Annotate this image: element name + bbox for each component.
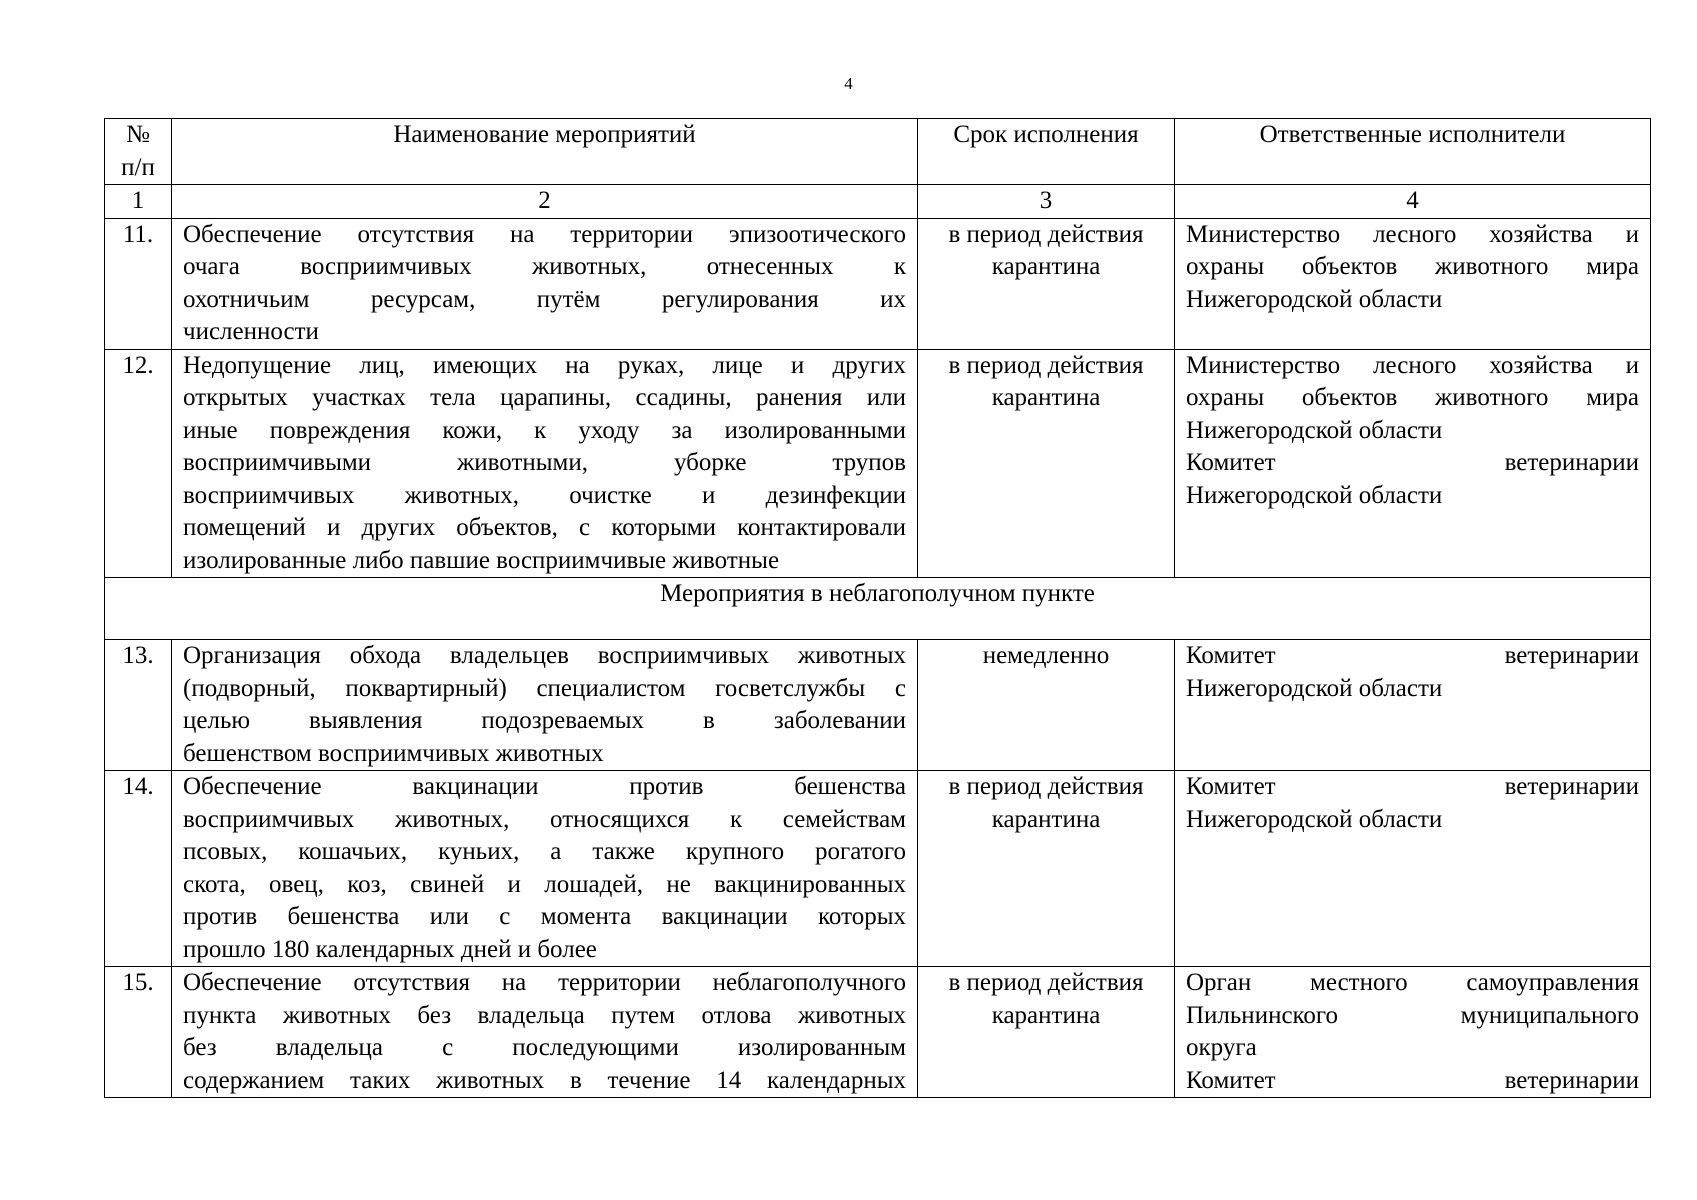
measure-term: в период действия карантина	[918, 967, 1175, 1098]
measure-term: в период действия карантина	[918, 218, 1175, 349]
table-row	[105, 771, 1651, 967]
column-numbers-row	[105, 185, 1651, 219]
row-number: 14.	[105, 771, 172, 967]
header-term: Срок исполнения	[918, 119, 1175, 185]
measure-executors: Министерство лесного хозяйства и охраны объектов животного мира Нижегородской области	[1175, 218, 1651, 349]
table-row	[105, 349, 1651, 578]
row-number: 13.	[105, 640, 172, 771]
measure-term: немедленно	[918, 640, 1175, 771]
measure-name: Недопущение лиц, имеющих на руках, лице и других открытых участках тела царапины, ссадины, ранения или иные повреждения кожи, к уходу за изолированными восприимчивыми животными, уборке трупов восприимчивых животных, очистке и дезинфекции помещений и других объектов, с которыми контактировали изолированные либо павшие восприимчивые животные	[172, 349, 918, 578]
measure-term: в период действия карантина	[918, 771, 1175, 967]
table-row	[105, 218, 1651, 349]
measure-name: Обеспечение отсутствия на территории эпизоотического очага восприимчивых животных, отнесенных к охотничьим ресурсам, путём регулирования их численности	[172, 218, 918, 349]
row-number: 11.	[105, 218, 172, 349]
measure-name: Обеспечение отсутствия на территории неблагополучного пункта животных без владельца путем отлова животных без владельца с последующими изолированным содержанием таких животных в течение 14 календарных	[172, 967, 918, 1098]
column-number: 2	[172, 185, 918, 219]
measures-table	[104, 118, 1651, 1098]
measure-executors: Министерство лесного хозяйства и охраны объектов животного мира Нижегородской области Комитет ветеринарии Нижегородской области	[1175, 349, 1651, 578]
header-number: № п/п	[105, 119, 172, 185]
header-name: Наименование мероприятий	[172, 119, 918, 185]
measure-executors: Комитет ветеринарии Нижегородской области	[1175, 640, 1651, 771]
section-header-row	[105, 578, 1651, 640]
page-number: 4	[844, 74, 853, 93]
section-title: Мероприятия в неблагополучном пункте	[105, 578, 1651, 640]
table-row	[105, 640, 1651, 771]
measure-name: Обеспечение вакцинации против бешенства восприимчивых животных, относящихся к семействам псовых, кошачьих, куньих, а также крупного рогатого скота, овец, коз, свиней и лошадей, не вакцинированных против бешенства или с момента вакцинации которых прошло 180 календарных дней и более	[172, 771, 918, 967]
row-number: 15.	[105, 967, 172, 1098]
header-executors: Ответственные исполнители	[1175, 119, 1651, 185]
measure-term: в период действия карантина	[918, 349, 1175, 578]
row-number: 12.	[105, 349, 172, 578]
measure-name: Организация обхода владельцев восприимчивых животных (подворный, поквартирный) специалистом госветслужбы с целью выявления подозреваемых в заболевании бешенством восприимчивых животных	[172, 640, 918, 771]
measure-executors: Комитет ветеринарии Нижегородской области	[1175, 771, 1651, 967]
table-row	[105, 967, 1651, 1098]
column-number: 4	[1175, 185, 1651, 219]
column-number: 3	[918, 185, 1175, 219]
column-number: 1	[105, 185, 172, 219]
table-header-row	[105, 119, 1651, 185]
measure-executors: Орган местного самоуправления Пильнинского муниципального округа Комитет ветеринарии	[1175, 967, 1651, 1098]
